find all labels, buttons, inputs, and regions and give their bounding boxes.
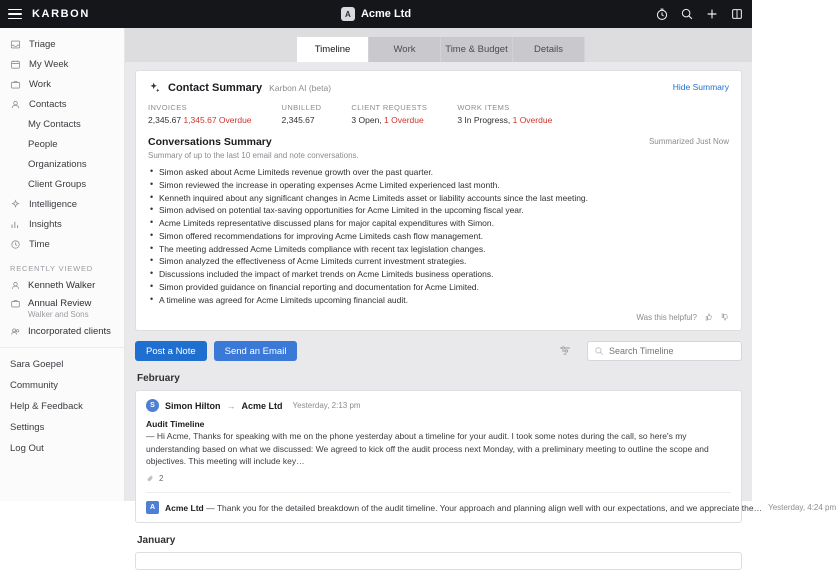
menu-icon[interactable] <box>8 9 22 20</box>
stat-label: WORK ITEMS <box>457 103 510 112</box>
search-timeline-field[interactable] <box>587 341 742 361</box>
page-title: Contact Summary <box>168 81 263 94</box>
stat-label: UNBILLED <box>281 103 322 112</box>
sidebar-item-settings[interactable]: Settings <box>10 421 45 433</box>
group-icon <box>10 326 21 337</box>
timeline-month-heading: January <box>137 535 176 547</box>
briefcase-icon <box>10 79 21 90</box>
timeline-reply-text <box>165 503 762 513</box>
org-switcher <box>0 0 752 28</box>
timeline-reply-time: Yesterday, 4:24 pm <box>768 503 836 513</box>
summary-bullet: • Simon analyzed the effectiveness of Acme Limiteds current investment strategies. <box>148 255 729 268</box>
feedback-label: Was this helpful? <box>636 312 697 322</box>
contact-summary-header <box>148 81 729 94</box>
stat-value <box>351 115 427 125</box>
stat-invoices <box>148 103 282 125</box>
stat-overdue: 1 Overdue <box>384 115 424 125</box>
sidebar-item-insights[interactable] <box>0 214 124 234</box>
sidebar-item-my-week[interactable] <box>0 54 124 74</box>
sidebar-item-my-contacts[interactable] <box>0 114 124 134</box>
work-icon <box>10 298 21 309</box>
contacts-icon <box>10 99 21 110</box>
sidebar-item-label: My Week <box>29 58 69 70</box>
timeline-entry-time: Yesterday, 2:13 pm <box>292 401 361 411</box>
inbox-icon <box>10 39 21 50</box>
avatar: S <box>146 399 159 412</box>
stat-client-requests <box>351 103 457 125</box>
timer-icon[interactable] <box>655 7 669 21</box>
sidebar-item-label: My Contacts <box>28 118 81 130</box>
main-content <box>125 28 836 547</box>
recent-item-annual-review[interactable] <box>0 295 124 323</box>
thumbs-down-icon[interactable] <box>719 312 729 322</box>
summary-bullet: • Simon provided guidance on financial reporting and documentation for Acme Limited. <box>148 281 729 294</box>
sidebar-item-triage[interactable] <box>0 34 124 54</box>
recent-item-title: Annual Review <box>28 297 92 309</box>
timeline-reply[interactable] <box>146 492 836 514</box>
hide-summary-link[interactable]: Hide Summary <box>672 82 729 92</box>
sidebar-item-contacts[interactable] <box>0 94 124 114</box>
stat-work-items <box>457 103 582 125</box>
timeline-entry[interactable] <box>135 552 742 570</box>
stat-overdue: 1 Overdue <box>512 115 553 125</box>
book-icon[interactable] <box>730 7 744 21</box>
summary-bullet: • Acme Limiteds representative discussed plans for major capital expenditures with Simon. <box>148 217 729 230</box>
timeline-reply-author: Acme Ltd <box>165 502 204 513</box>
sidebar-item-label: Intelligence <box>29 198 78 210</box>
timeline-actions <box>135 341 742 361</box>
summary-bullet: • Simon reviewed the increase in operating expenses Acme Limited experienced last month. <box>148 179 729 192</box>
sidebar-item-work[interactable] <box>0 74 124 94</box>
sidebar-item-time[interactable] <box>0 234 124 254</box>
attachment-count-label: 2 <box>159 474 164 484</box>
sparkle-icon <box>10 199 21 210</box>
stat-amount: 2,345.67 <box>148 115 182 125</box>
summary-bullet-list <box>148 166 729 306</box>
summary-bullet: • Simon advised on potential tax-saving opportunities for Acme Limited in the upcoming fiscal year. <box>148 204 729 217</box>
top-bar <box>0 0 752 28</box>
search-icon[interactable] <box>680 7 694 21</box>
timeline-reply-body: — Thank you for the detailed breakdown of the audit timeline. Your approach and planning align well with our expectations, and we appreciate the… <box>206 502 763 513</box>
sidebar-item-help-feedback[interactable]: Help & Feedback <box>10 400 83 412</box>
sidebar-item-label: Insights <box>29 218 62 230</box>
tab-time-budget[interactable]: Time & Budget <box>441 37 513 62</box>
timeline-entry-author: Simon Hilton <box>165 400 221 411</box>
timeline-month-heading: February <box>137 373 180 385</box>
sidebar-item-client-groups[interactable] <box>0 174 124 194</box>
org-name-label: Acme Ltd <box>360 8 412 20</box>
clock-icon <box>10 239 21 250</box>
sidebar-item-community[interactable]: Community <box>10 379 59 391</box>
sidebar-item-intelligence[interactable] <box>0 194 124 214</box>
sidebar-item-people[interactable] <box>0 134 124 154</box>
search-input[interactable] <box>609 346 735 356</box>
sidebar-item-label: People <box>28 138 58 150</box>
timeline-entry-target: Acme Ltd <box>241 400 283 411</box>
summary-stats <box>148 103 729 125</box>
recent-item-incorporated-clients[interactable] <box>0 323 124 341</box>
conversations-summary-title: Conversations Summary <box>148 136 272 148</box>
thumbs-up-icon[interactable] <box>703 312 713 322</box>
recent-item-title: Kenneth Walker <box>28 280 96 291</box>
filter-icon[interactable] <box>558 344 572 358</box>
summary-bullet: • Kenneth inquired about any significant changes in Acme Limiteds asset or liability accounts since the last meeting. <box>148 192 729 205</box>
timeline-scroll-area[interactable] <box>125 62 836 578</box>
contact-summary-card <box>135 70 742 331</box>
add-icon[interactable] <box>705 7 719 21</box>
stat-overdue: 1,345.67 Overdue <box>183 115 252 125</box>
summary-bullet: • Simon asked about Acme Limiteds revenue growth over the past quarter. <box>148 166 729 179</box>
sidebar-item-label: Triage <box>29 38 56 50</box>
timeline-entry[interactable] <box>135 390 836 523</box>
stat-value <box>148 115 252 125</box>
recent-item-kenneth-walker[interactable] <box>0 277 124 295</box>
stat-label: INVOICES <box>148 103 188 112</box>
stat-label: CLIENT REQUESTS <box>351 103 428 112</box>
top-bar-actions <box>655 7 744 21</box>
summary-bullet: • A timeline was agreed for Acme Limiteds upcoming financial audit. <box>148 294 729 307</box>
brand-label: KARBON <box>32 8 90 20</box>
sidebar-item-label: Work <box>29 78 51 90</box>
sidebar-item-label: Contacts <box>29 98 67 110</box>
recently-viewed-heading: RECENTLY VIEWED <box>10 264 93 273</box>
sidebar-user-profile[interactable]: Sara Goepel <box>10 358 64 370</box>
tab-timeline[interactable]: Timeline <box>297 37 369 62</box>
timeline-entry-subject: Audit Timeline <box>146 419 205 430</box>
avatar: A <box>146 501 159 514</box>
conversations-summary-subtitle: Summary of up to the last 10 email and note conversations. <box>148 151 359 160</box>
sidebar-footer <box>0 347 124 459</box>
arrow-icon: → <box>226 400 236 411</box>
send-an-email-button[interactable]: Send an Email <box>214 341 298 361</box>
summary-bullet: • Discussions included the impact of market trends on Acme Limiteds business operations. <box>148 268 729 281</box>
ai-badge: Karbon AI (beta) <box>269 82 332 93</box>
summary-bullet: • Simon offered recommendations for improving Acme Limiteds cash flow management. <box>148 230 729 243</box>
sidebar-item-label: Time <box>29 238 50 250</box>
paperclip-icon <box>146 474 155 483</box>
sidebar-item-label: Client Groups <box>28 178 87 190</box>
tab-details[interactable]: Details <box>513 37 585 62</box>
summarized-timestamp: Summarized Just Now <box>648 137 729 146</box>
sidebar-item-label: Organizations <box>28 158 87 170</box>
app-body <box>0 28 836 547</box>
sidebar <box>0 28 125 501</box>
recent-item-subtitle: Walker and Sons <box>28 309 89 319</box>
timeline-entry-header <box>146 399 731 412</box>
person-icon <box>10 280 21 291</box>
timeline-entry-body: — Hi Acme, Thanks for speaking with me on the phone yesterday about a timeline for your audit. I took some notes during the call, so here's my understanding based on what we discussed: We agreed to kick off the audit process next Monday, with a preliminary meeting to outline the scope and objectives. This meeting will include key… <box>146 431 709 466</box>
tab-work[interactable]: Work <box>369 37 441 62</box>
stat-unbilled <box>282 103 352 125</box>
tab-bar <box>125 28 752 62</box>
stat-amount: 3 Open, <box>351 115 382 125</box>
summary-bullet: • The meeting addressed Acme Limiteds compliance with recent tax legislation changes. <box>148 243 729 256</box>
chart-icon <box>10 219 21 230</box>
attachment-count[interactable] <box>146 474 731 483</box>
feedback-row <box>148 312 729 322</box>
calendar-icon <box>10 59 21 70</box>
sparkle-icon <box>148 81 161 94</box>
stat-amount: 3 In Progress, <box>457 115 511 125</box>
sidebar-item-log-out[interactable]: Log Out <box>10 442 44 454</box>
stat-value: 2,345.67 <box>281 115 315 125</box>
post-a-note-button[interactable]: Post a Note <box>135 341 207 361</box>
stat-value <box>457 115 552 125</box>
recent-item-title: Incorporated clients <box>28 325 111 337</box>
org-avatar: A <box>341 7 355 21</box>
search-icon <box>594 346 604 356</box>
sidebar-item-organizations[interactable] <box>0 154 124 174</box>
